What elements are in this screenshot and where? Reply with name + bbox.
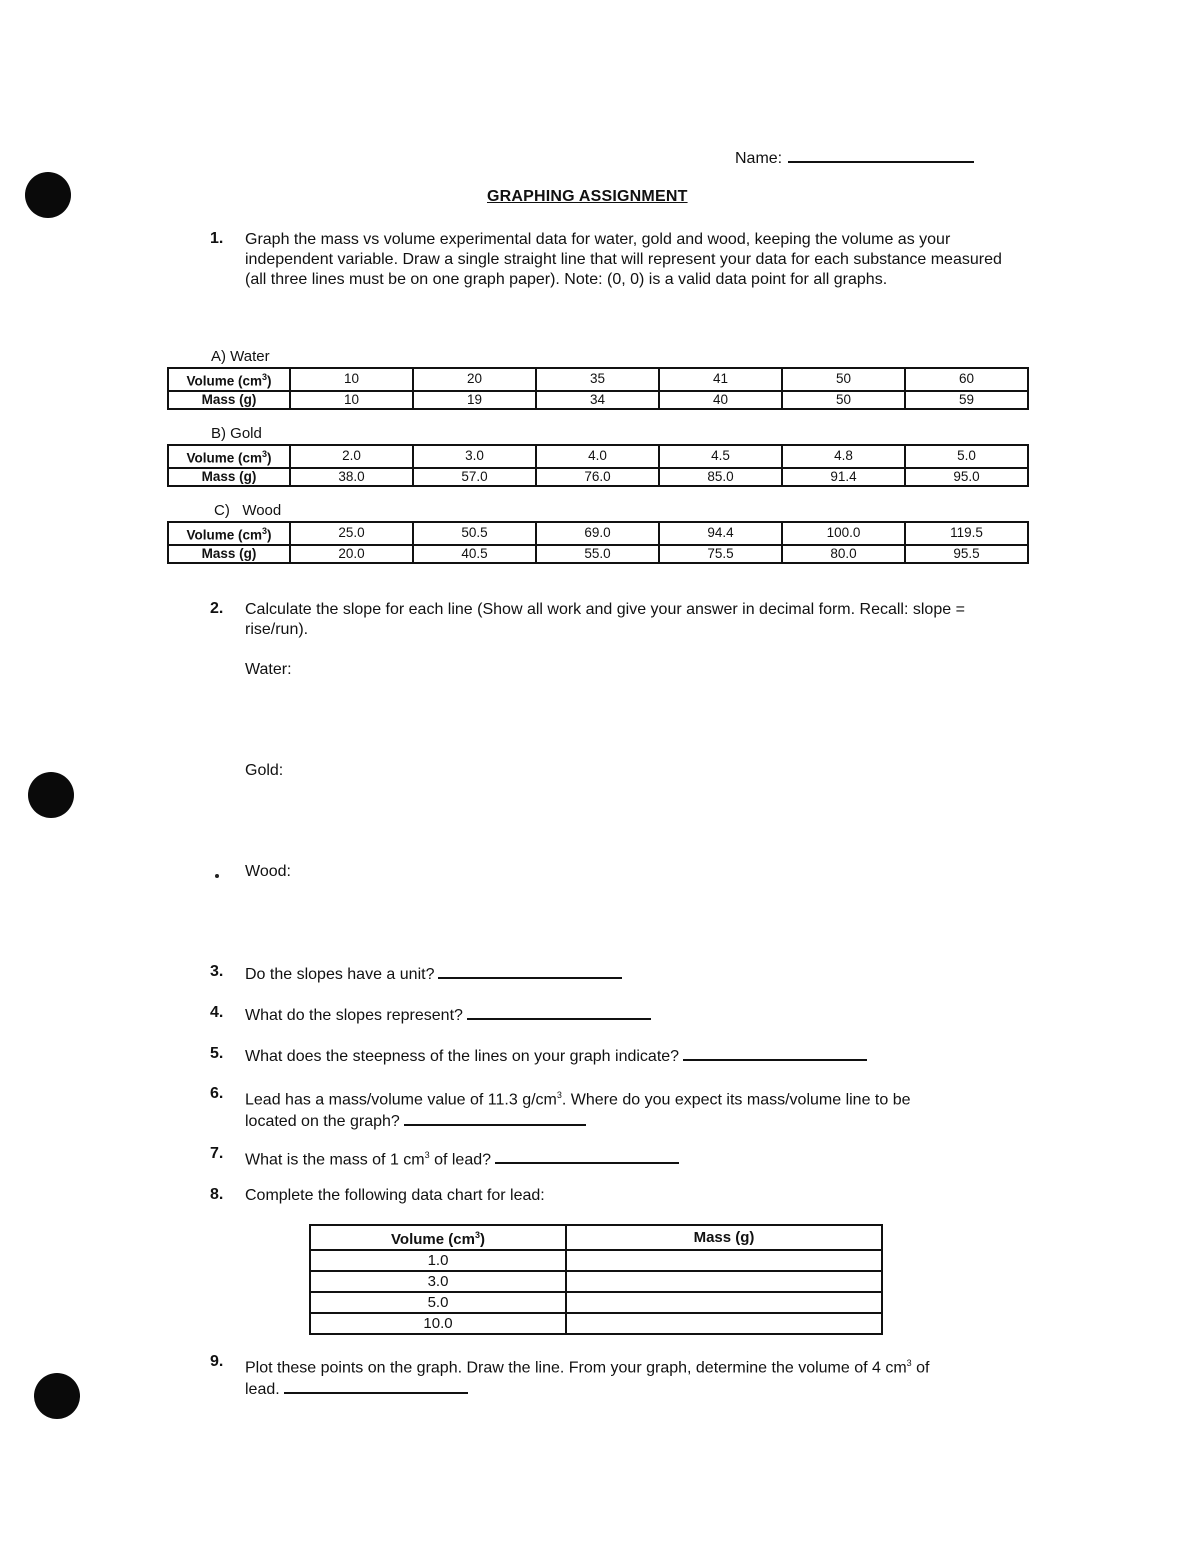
question-6-text-a: Lead has a mass/volume value of 11.3 g/cm bbox=[245, 1091, 557, 1109]
table-cell: 55.0 bbox=[536, 545, 659, 563]
wood-slope-label: Wood: bbox=[245, 863, 291, 880]
table-row bbox=[168, 445, 1028, 468]
volume-header: Volume $(cm^3)$ bbox=[168, 522, 290, 545]
name-blank[interactable] bbox=[788, 147, 974, 163]
table-cell: 4.8 bbox=[782, 445, 905, 468]
table-cell: 50 bbox=[782, 368, 905, 391]
table-cell: 76.0 bbox=[536, 468, 659, 486]
table-cell: 19 bbox=[413, 391, 536, 409]
table-cell: 41 bbox=[659, 368, 782, 391]
mass-header: Mass (g) bbox=[168, 391, 290, 409]
binder-hole-middle bbox=[28, 772, 74, 818]
table-cell: 59 bbox=[905, 391, 1028, 409]
table-cell: 95.5 bbox=[905, 545, 1028, 563]
question-3-text: Do the slopes have a unit? bbox=[245, 966, 435, 983]
lead-volume-cell: 10.0 bbox=[310, 1313, 566, 1334]
lead-mass-input-cell[interactable] bbox=[566, 1292, 882, 1313]
question-6-text-c: located on the graph? bbox=[245, 1113, 400, 1131]
page-title: GRAPHING ASSIGNMENT bbox=[487, 188, 688, 205]
lead-mass-input-cell[interactable] bbox=[566, 1313, 882, 1334]
question-5 bbox=[245, 1045, 867, 1067]
table-row bbox=[168, 391, 1028, 409]
stray-dot bbox=[215, 874, 219, 878]
question-2-number: 2. bbox=[210, 600, 224, 617]
answer-6-blank[interactable] bbox=[404, 1110, 586, 1126]
question-8-text: Complete the following data chart for lead: bbox=[245, 1187, 545, 1204]
question-6-text-b: . Where do you expect its mass/volume line to be bbox=[561, 1091, 911, 1109]
superscript: 3 bbox=[424, 1150, 430, 1160]
question-9 bbox=[245, 1353, 1015, 1400]
table-row bbox=[310, 1313, 882, 1334]
table-cell: 4.0 bbox=[536, 445, 659, 468]
table-row bbox=[310, 1250, 882, 1271]
table-cell: 50.5 bbox=[413, 522, 536, 545]
table-cell: 4.5 bbox=[659, 445, 782, 468]
table-cell: 85.0 bbox=[659, 468, 782, 486]
lead-data-table bbox=[309, 1224, 883, 1335]
lead-mass-input-cell[interactable] bbox=[566, 1250, 882, 1271]
question-5-text: What does the steepness of the lines on your graph indicate? bbox=[245, 1048, 680, 1065]
table-cell: 34 bbox=[536, 391, 659, 409]
table-cell: 60 bbox=[905, 368, 1028, 391]
table-cell: 10 bbox=[290, 391, 413, 409]
volume-header: Volume $(cm^3)$ bbox=[168, 445, 290, 468]
table-row bbox=[310, 1271, 882, 1292]
question-6 bbox=[245, 1085, 995, 1132]
binder-hole-top bbox=[25, 172, 71, 218]
question-4-number: 4. bbox=[210, 1004, 224, 1021]
answer-3-blank[interactable] bbox=[438, 963, 622, 979]
lead-mass-header: Mass (g) bbox=[566, 1225, 882, 1250]
wood-table-label: C) Wood bbox=[214, 502, 282, 519]
table-cell: 40 bbox=[659, 391, 782, 409]
table-cell: 119.5 bbox=[905, 522, 1028, 545]
superscript: 3 bbox=[906, 1358, 912, 1368]
question-7-text-b: of lead? bbox=[429, 1151, 492, 1169]
table-row bbox=[168, 368, 1028, 391]
lead-volume-cell: 3.0 bbox=[310, 1271, 566, 1292]
lead-volume-cell: 5.0 bbox=[310, 1292, 566, 1313]
table-cell: 10 bbox=[290, 368, 413, 391]
name-field bbox=[735, 147, 974, 168]
answer-4-blank[interactable] bbox=[467, 1004, 651, 1020]
table-row bbox=[310, 1292, 882, 1313]
table-cell: 38.0 bbox=[290, 468, 413, 486]
mass-header: Mass (g) bbox=[168, 545, 290, 563]
question-9-text-b: of bbox=[911, 1359, 930, 1377]
table-cell: 75.5 bbox=[659, 545, 782, 563]
question-1-number: 1. bbox=[210, 230, 224, 247]
table-row bbox=[168, 545, 1028, 563]
question-9-text-a: Plot these points on the graph. Draw the line. From your graph, determine the volume of 4 cm bbox=[245, 1359, 907, 1377]
answer-9-blank[interactable] bbox=[284, 1378, 468, 1394]
question-9-number: 9. bbox=[210, 1353, 224, 1370]
table-cell: 5.0 bbox=[905, 445, 1028, 468]
question-7 bbox=[245, 1145, 679, 1170]
table-cell: 57.0 bbox=[413, 468, 536, 486]
volume-header: Volume $(cm^3)$ bbox=[168, 368, 290, 391]
table-cell: 95.0 bbox=[905, 468, 1028, 486]
question-4 bbox=[245, 1004, 651, 1026]
name-label: Name: bbox=[735, 150, 783, 167]
gold-table-label: B) Gold bbox=[211, 425, 262, 442]
table-cell: 50 bbox=[782, 391, 905, 409]
question-1-text: Graph the mass vs volume experimental data for water, gold and wood, keeping the volume as your independent variable. Draw a single straight line that will represent your data for each substance measured (all three lines must be on one graph paper). Note: (0, 0) is a valid data point for all graphs. bbox=[245, 231, 1002, 288]
question-3-number: 3. bbox=[210, 963, 224, 980]
water-table-label: A) Water bbox=[211, 348, 270, 365]
question-4-text: What do the slopes represent? bbox=[245, 1007, 463, 1024]
mass-header: Mass (g) bbox=[168, 468, 290, 486]
table-row bbox=[168, 468, 1028, 486]
table-cell: 94.4 bbox=[659, 522, 782, 545]
lead-mass-input-cell[interactable] bbox=[566, 1271, 882, 1292]
table-cell: 69.0 bbox=[536, 522, 659, 545]
lead-volume-cell: 1.0 bbox=[310, 1250, 566, 1271]
question-9-text-c: lead. bbox=[245, 1381, 280, 1399]
question-8-number: 8. bbox=[210, 1186, 224, 1203]
wood-table bbox=[167, 521, 1029, 564]
table-header-row bbox=[310, 1225, 882, 1250]
table-cell: 35 bbox=[536, 368, 659, 391]
water-table bbox=[167, 367, 1029, 410]
binder-hole-bottom bbox=[34, 1373, 80, 1419]
table-cell: 25.0 bbox=[290, 522, 413, 545]
table-row bbox=[168, 522, 1028, 545]
question-5-number: 5. bbox=[210, 1045, 224, 1062]
table-cell: 91.4 bbox=[782, 468, 905, 486]
question-2-text: Calculate the slope for each line (Show all work and give your answer in decimal form. Recall: slope = rise/run). bbox=[245, 601, 965, 638]
table-cell: 100.0 bbox=[782, 522, 905, 545]
table-cell: 20 bbox=[413, 368, 536, 391]
table-cell: 3.0 bbox=[413, 445, 536, 468]
water-slope-label: Water: bbox=[245, 661, 292, 678]
answer-7-blank[interactable] bbox=[495, 1148, 679, 1164]
answer-5-blank[interactable] bbox=[683, 1045, 867, 1061]
question-6-number: 6. bbox=[210, 1085, 224, 1102]
table-cell: 40.5 bbox=[413, 545, 536, 563]
superscript: 3 bbox=[556, 1090, 562, 1100]
table-cell: 2.0 bbox=[290, 445, 413, 468]
lead-volume-header: Volume $(cm^3)$ bbox=[310, 1225, 566, 1250]
table-cell: 20.0 bbox=[290, 545, 413, 563]
question-7-text-a: What is the mass of 1 cm bbox=[245, 1151, 425, 1169]
gold-slope-label: Gold: bbox=[245, 762, 284, 779]
question-3 bbox=[245, 963, 622, 985]
gold-table bbox=[167, 444, 1029, 487]
question-7-number: 7. bbox=[210, 1145, 224, 1162]
table-cell: 80.0 bbox=[782, 545, 905, 563]
